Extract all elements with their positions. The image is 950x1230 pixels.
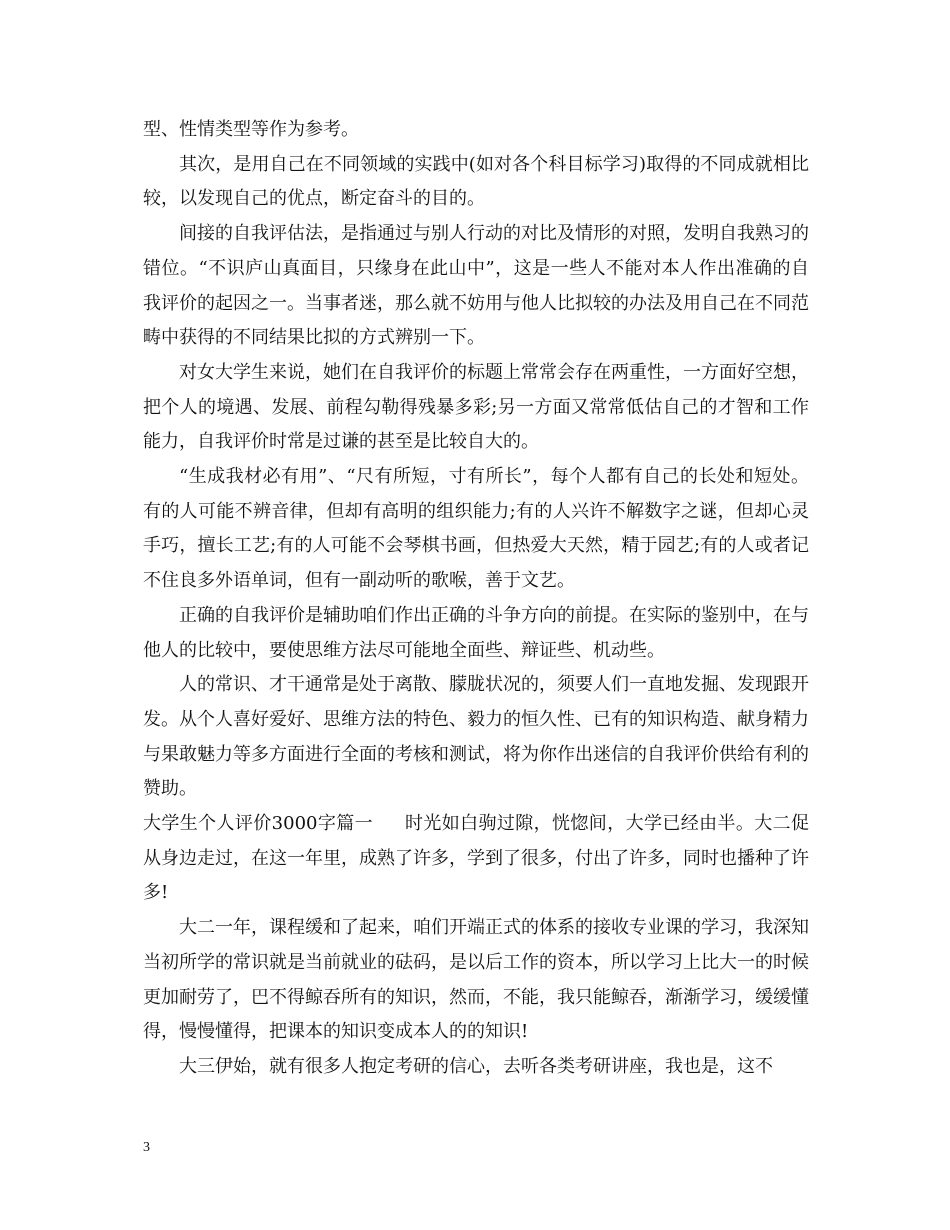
section-paragraph-text: 时光如白驹过隙，恍惚间，大学已经由半。大二促从身边走过，在这一年里，成熟了许多，学到了很多，付出了许多，同时也播种了许多! (143, 813, 809, 904)
paragraph: 对女大学生来说，她们在自我评价的标题上常常会存在两重性，一方面好空想，把个人的境遇、发展、前程勾勒得残暴多彩;另一方面又常常低估自己的才智和工作能力，自我评价时常是过谦的甚至是比较自大的。 (143, 361, 809, 453)
paragraph: 正确的自我评价是辅助咱们作出正确的斗争方向的前提。在实际的鉴别中，在与他人的比较中，要使思维方法尽可能地全面些、辩证些、机动些。 (143, 604, 809, 661)
section-heading: 大学生个人评价3000字篇一 (143, 813, 373, 835)
page-number: 3 (143, 1140, 150, 1155)
section-paragraph (143, 807, 809, 911)
paragraph-truncated: 大三伊始，就有很多人抱定考研的信心，去听各类考研讲座，我也是，这不 (179, 1055, 773, 1077)
paragraph: 大二一年，课程缓和了起来，咱们开端正式的体系的接收专业课的学习，我深知当初所学的常识就是当前就业的砝码，是以后工作的资本，所以学习上比大一的时候更加耐劳了，巴不得鲸吞所有的知识，然而，不能，我只能鲸吞，渐渐学习，缓缓懂得，慢慢懂得，把课本的知识变成本人的的知识! (143, 917, 809, 1043)
paragraph-continuation: 型、性情类型等作为参考。 (143, 119, 359, 140)
document-body (143, 113, 809, 1085)
paragraph: 人的常识、才干通常是处于离散、朦胧状况的，须要人们一直地发掘、发现跟开发。从个人喜好爱好、思维方法的特色、毅力的恒久性、已有的知识构造、献身精力与果敢魅力等多方面进行全面的考核和测试，将为你作出迷信的自我评价供给有利的赞助。 (143, 674, 809, 800)
paragraph: 间接的自我评估法，是指通过与别人行动的对比及情形的对照，发明自我熟习的错位。“不识庐山真面目，只缘身在此山中”，这是一些人不能对本人作出准确的自我评价的起因之一。当事者迷，那么就不妨用与他人比拟较的办法及用自己在不同范畴中获得的不同结果比拟的方式辨别一下。 (143, 223, 809, 349)
paragraph: 其次，是用自己在不同领域的实践中(如对各个科目标学习)取得的不同成就相比较，以发现自己的优点，断定奋斗的目的。 (143, 153, 809, 210)
paragraph: “生成我材必有用”、“尺有所短，寸有所长”，每个人都有自己的长处和短处。有的人可能不辨音律，但却有高明的组织能力;有的人兴许不解数字之谜，但却心灵手巧，擅长工艺;有的人可能不会琴棋书画，但热爱大天然，精于园艺;有的人或者记不住良多外语单词，但有一副动听的歌喉，善于文艺。 (143, 466, 809, 592)
